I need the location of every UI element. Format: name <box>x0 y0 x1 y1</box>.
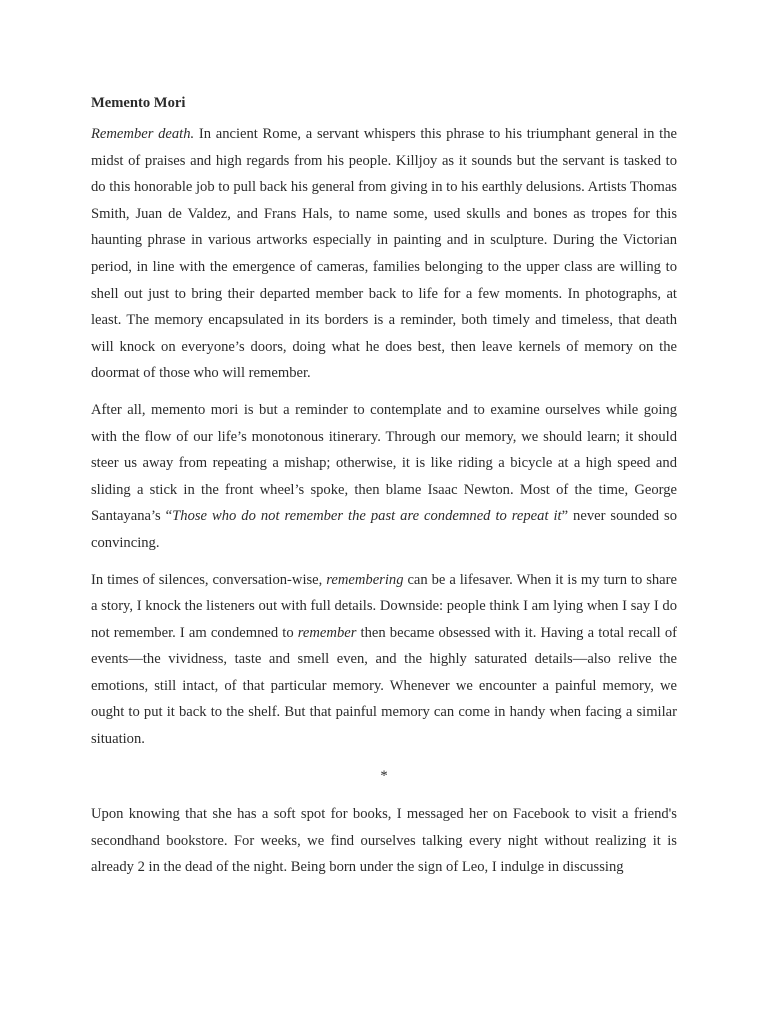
paragraph-2-text-before: After all, memento mori is but a reminder to contemplate and to examine ourselves while going with the flow of our life’s monotonous itinerary. Through our memory, we should learn; it should steer us away from repeating a mishap; otherwise, it is like riding a bicycle at a high speed and sliding a stick in the front wheel’s spoke, then blame Isaac Newton. Most of the time, George Santayana’s “ <box>91 401 677 525</box>
paragraph-4-text: Upon knowing that she has a soft spot for books, I messaged her on Facebook to visit a friend's secondhand bookstore. For weeks, we find ourselves talking every night without realizing it is already 2 in the dead of the night. Being born under the sign of Leo, I indulge in discussing <box>91 806 677 876</box>
paragraph-3-text-3: then became obsessed with it. Having a total recall of events—the vividness, taste and smell even, and the highly saturated details—also relive the emotions, still intact, of that particular memory. Whenever we encounter a painful memory, we ought to put it back to the shelf. But that painful memory can come in handy when facing a similar situation. <box>91 624 677 748</box>
paragraph-1-lead: Remember death. <box>91 126 195 142</box>
paragraph-4 <box>91 801 677 881</box>
document-page <box>91 92 677 891</box>
paragraph-3-text-2: can be a lifesaver. When it is my turn to share a story, I knock the listeners out with full details. Downside: people think I am lying when I say I do not remember. I am condemned to <box>91 571 677 641</box>
paragraph-2-text-after: ” never sounded so convincing. <box>91 508 677 551</box>
paragraph-1-text: In ancient Rome, a servant whispers this phrase to his triumphant general in the midst of praises and high regards from his people. Killjoy as it sounds but the servant is tasked to do this honorable job to pull back his general from giving in to his earthly delusions. Artists Thomas Smith, Juan de Valdez, and Frans Hals, to name some, used skulls and bones as tropes for this haunting phrase in various artworks especially in painting and in sculpture. During the Victorian period, in line with the emergence of cameras, families belonging to the upper class are willing to shell out just to bring their departed member back to life for a few moments. In photographs, at least. The memory encapsulated in its borders is a reminder, both timely and timeless, that death will knock on everyone’s doors, doing what he does best, then leave kernels of memory on the doormat of those who will remember. <box>91 126 677 382</box>
paragraph-3-italic-2: remember <box>297 624 357 641</box>
paragraph-3 <box>91 567 677 753</box>
section-separator: * <box>380 767 388 784</box>
paragraph-3-italic-1: remembering <box>326 571 404 588</box>
paragraph-1 <box>91 121 677 387</box>
santayana-quote: Those who do not remember the past are condemned to repeat it <box>172 508 562 525</box>
document-title: Memento Mori <box>91 95 186 111</box>
paragraph-3-text-1: In times of silences, conversation-wise, <box>91 571 327 588</box>
paragraph-2 <box>91 397 677 557</box>
